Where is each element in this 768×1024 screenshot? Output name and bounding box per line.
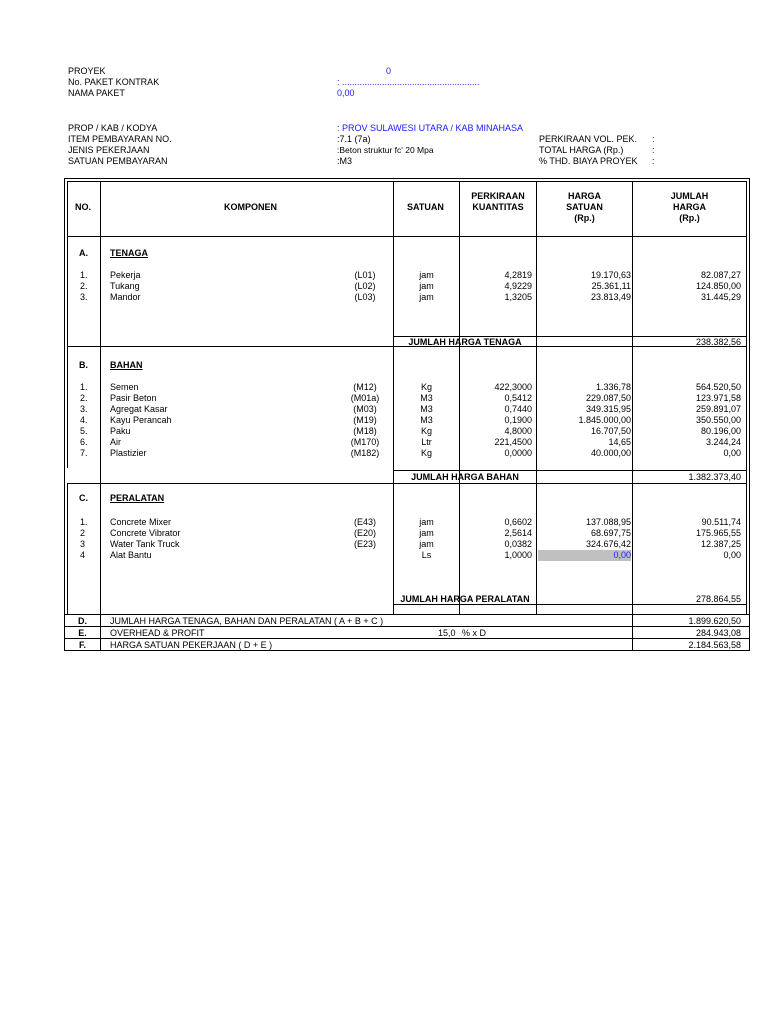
section-c-sum-label: JUMLAH HARGA PERALATAN (400, 594, 530, 604)
row-total: 350.550,00 (695, 415, 741, 425)
row-no: 4. (80, 415, 88, 425)
row-name: Paku (110, 426, 131, 436)
row-qty: 0,0382 (504, 539, 532, 549)
row-code: (M170) (350, 437, 380, 447)
row-total: 564.520,50 (695, 382, 741, 392)
row-name: Water Tank Truck (110, 539, 180, 549)
section-c-letter: C. (79, 493, 88, 503)
footer-e-value: 284.943,08 (695, 628, 741, 638)
row-no: 1. (80, 270, 88, 280)
vol-label: PERKIRAAN VOL. PEK. (539, 134, 638, 144)
row-qty: 0,5412 (504, 393, 532, 403)
row-qty: 0,0000 (504, 448, 532, 458)
row-code: (L03) (354, 292, 376, 302)
section-a-title: TENAGA (110, 248, 148, 258)
row-unit: jam (419, 270, 434, 280)
row-qty: 4,2819 (504, 270, 532, 280)
section-b-sum-value: 1.382.373,40 (688, 472, 741, 482)
col-no-header: NO. (75, 202, 92, 212)
col-harga-header-1: HARGA (568, 191, 601, 201)
paket-value: : ....................................................... (337, 77, 480, 87)
section-b-title: BAHAN (110, 360, 143, 370)
row-qty: 422,3000 (494, 382, 532, 392)
proyek-value: 0 (386, 66, 392, 76)
row-no: 6. (80, 437, 88, 447)
row-name: Tukang (110, 281, 140, 291)
row-unit: M3 (420, 393, 433, 403)
row-qty: 221,4500 (494, 437, 532, 447)
row-qty: 0,6602 (504, 517, 532, 527)
row-no: 2. (80, 393, 88, 403)
row-price: 229.087,50 (585, 393, 631, 403)
row-price: 349.315,95 (585, 404, 631, 414)
row-price-input[interactable]: 0,00 (613, 550, 631, 560)
col-jumlah-header-1: JUMLAH (670, 191, 709, 201)
row-total: 0,00 (723, 550, 741, 560)
row-qty: 0,7440 (504, 404, 532, 414)
row-no: 3. (80, 292, 88, 302)
row-total: 90.511,74 (701, 517, 741, 527)
row-total: 3.244,24 (705, 437, 741, 447)
row-price: 19.170,63 (590, 270, 631, 280)
row-code: (M01a) (350, 393, 380, 403)
total-label: TOTAL HARGA (Rp.) (539, 145, 624, 155)
row-name: Pekerja (110, 270, 141, 280)
row-price: 25.361,11 (591, 281, 631, 291)
row-code: (M19) (353, 415, 377, 425)
row-no: 3 (80, 539, 86, 549)
footer-e-letter: E. (78, 628, 87, 638)
row-unit: Ltr (421, 437, 432, 447)
proyek-label: PROYEK (68, 66, 106, 76)
section-a-sum-label: JUMLAH HARGA TENAGA (408, 337, 522, 347)
row-code: (E20) (353, 528, 376, 538)
prop-value: : PROV SULAWESI UTARA / KAB MINAHASA (337, 123, 524, 133)
row-total: 124.850,00 (695, 281, 741, 291)
row-unit: M3 (420, 415, 433, 425)
row-price: 40.000,00 (590, 448, 631, 458)
row-name: Concrete Vibrator (110, 528, 181, 538)
row-qty: 4,8000 (504, 426, 532, 436)
nama-paket-label: NAMA PAKET (68, 88, 125, 98)
paket-label: No. PAKET KONTRAK (68, 77, 160, 87)
footer-e-pct: 15,0 (438, 628, 456, 638)
col-kuantitas-header-2: KUANTITAS (472, 202, 524, 212)
col-jumlah-header-2: HARGA (673, 202, 706, 212)
row-unit: M3 (420, 404, 433, 414)
row-unit: Kg (420, 382, 432, 392)
row-name: Air (110, 437, 121, 447)
row-code: (M12) (353, 382, 377, 392)
row-price: 23.813,49 (590, 292, 631, 302)
row-no: 3. (80, 404, 88, 414)
row-no: 2. (80, 281, 88, 291)
col-jumlah-header-3: (Rp.) (679, 213, 700, 223)
biaya-colon: : (652, 156, 655, 166)
row-no: 2 (80, 528, 86, 538)
satuan-value: :M3 (337, 156, 353, 166)
row-total: 82.087,27 (700, 270, 741, 280)
prop-label: PROP / KAB / KODYA (68, 123, 158, 133)
section-a-sum-value: 238.382,56 (695, 337, 741, 347)
section-b-letter: B. (79, 360, 88, 370)
col-satuan-header: SATUAN (407, 202, 444, 212)
row-name: Pasir Beton (110, 393, 157, 403)
nama-paket-value: 0,00 (337, 88, 355, 98)
row-no: 1. (80, 382, 88, 392)
row-price: 68.697,75 (590, 528, 631, 538)
section-a-letter: A. (79, 248, 88, 258)
item-value: :7.1 (7a) (337, 134, 371, 144)
biaya-label: % THD. BIAYA PROYEK (539, 156, 638, 166)
section-b-sum-label: JUMLAH HARGA BAHAN (411, 472, 519, 482)
row-qty: 4,9229 (504, 281, 532, 291)
footer-d-value: 1.899.620,50 (688, 616, 741, 626)
row-code: (E23) (353, 539, 376, 549)
row-qty: 1,0000 (504, 550, 532, 560)
row-name: Plastizier (110, 448, 147, 458)
row-qty: 2,5614 (504, 528, 532, 538)
row-unit: jam (419, 292, 434, 302)
row-unit: jam (419, 528, 434, 538)
col-harga-header-2: SATUAN (566, 202, 603, 212)
row-price: 1.336,78 (595, 382, 631, 392)
row-name: Kayu Perancah (110, 415, 172, 425)
row-code: (E43) (353, 517, 376, 527)
row-price: 324.676,42 (585, 539, 631, 549)
col-harga-header-3: (Rp.) (574, 213, 595, 223)
vol-colon: : (652, 134, 655, 144)
row-unit: Ls (421, 550, 432, 560)
row-total: 175.965,55 (695, 528, 741, 538)
row-price: 14,65 (608, 437, 631, 447)
footer-f-label: HARGA SATUAN PEKERJAAN ( D + E ) (110, 640, 273, 650)
jenis-label: JENIS PEKERJAAN (68, 145, 150, 155)
row-name: Agregat Kasar (110, 404, 168, 414)
row-no: 7. (80, 448, 88, 458)
footer-e-formula: % x D (462, 628, 487, 638)
row-code: (M03) (353, 404, 377, 414)
row-total: 80.196,00 (700, 426, 741, 436)
col-kuantitas-header-1: PERKIRAAN (471, 191, 525, 201)
footer-d-label: JUMLAH HARGA TENAGA, BAHAN DAN PERALATAN ( A + B + C ) (110, 616, 384, 626)
row-no: 1. (80, 517, 88, 527)
row-name: Semen (110, 382, 139, 392)
row-total: 12.387,25 (700, 539, 741, 549)
row-no: 4 (80, 550, 86, 560)
row-qty: 1,3205 (504, 292, 532, 302)
item-label: ITEM PEMBAYARAN NO. (68, 134, 172, 144)
total-colon: : (652, 145, 655, 155)
row-total: 259.891,07 (695, 404, 741, 414)
row-code: (M18) (353, 426, 377, 436)
footer-e-label: OVERHEAD & PROFIT (110, 628, 205, 638)
section-c-sum-value: 278.864,55 (695, 594, 741, 604)
row-total: 31.445,29 (700, 292, 741, 302)
satuan-label: SATUAN PEMBAYARAN (68, 156, 168, 166)
row-code: (L01) (354, 270, 376, 280)
row-price: 137.088,95 (585, 517, 631, 527)
row-qty: 0,1900 (504, 415, 532, 425)
footer-f-value: 2.184.563,58 (688, 640, 741, 650)
row-price: 1.845.000,00 (578, 415, 631, 425)
row-name: Alat Bantu (110, 550, 152, 560)
row-no: 5. (80, 426, 88, 436)
row-total: 0,00 (723, 448, 741, 458)
row-unit: Kg (420, 448, 432, 458)
section-c-title: PERALATAN (110, 493, 165, 503)
row-code: (M182) (350, 448, 380, 458)
row-total: 123.971,58 (695, 393, 741, 403)
row-name: Mandor (110, 292, 141, 302)
jenis-value: :Beton struktur fc' 20 Mpa (337, 145, 434, 155)
footer-d-letter: D. (78, 616, 87, 626)
row-unit: jam (419, 281, 434, 291)
row-unit: jam (419, 517, 434, 527)
col-komponen-header: KOMPONEN (224, 202, 278, 212)
row-price: 16.707,50 (590, 426, 631, 436)
row-unit: jam (419, 539, 434, 549)
row-code: (L02) (354, 281, 376, 291)
row-unit: Kg (420, 426, 432, 436)
row-name: Concrete Mixer (110, 517, 172, 527)
footer-f-letter: F. (78, 640, 86, 650)
